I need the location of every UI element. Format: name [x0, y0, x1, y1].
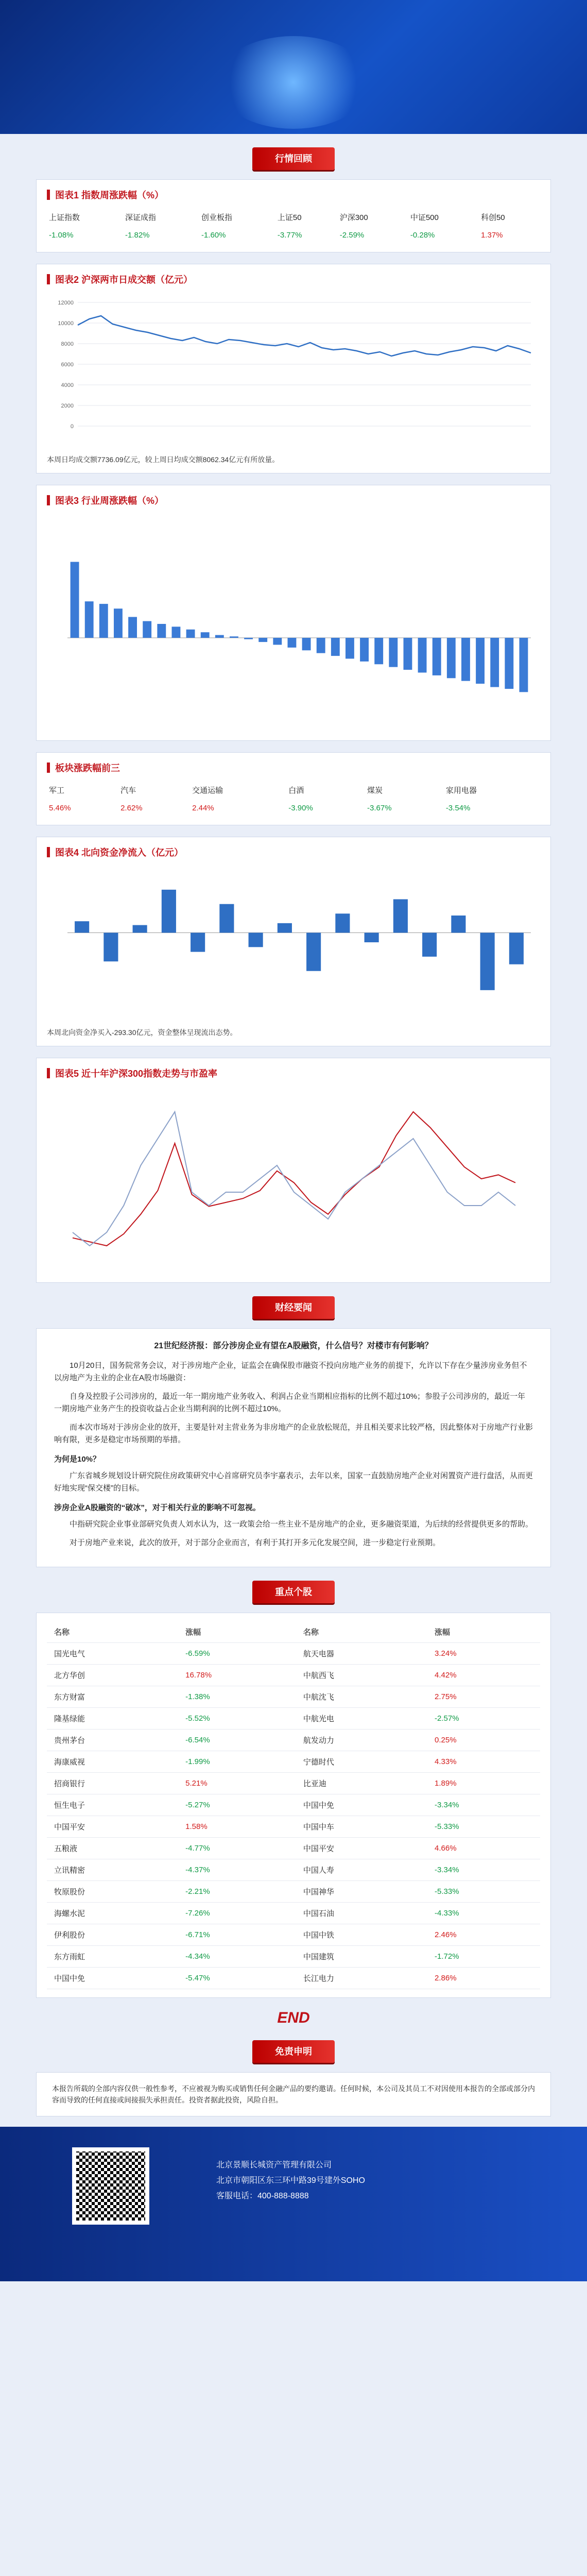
- stock-change: 4.33%: [427, 1751, 540, 1773]
- stock-change: -2.57%: [427, 1708, 540, 1730]
- y-tick-label: 0: [70, 423, 74, 430]
- industry-bar: [172, 626, 181, 638]
- index-name: 深证成指: [125, 213, 156, 222]
- fig3-card: [36, 485, 551, 741]
- stock-name: 隆基绿能: [47, 1708, 178, 1730]
- turnover-line: [78, 316, 531, 356]
- sector-name: 汽车: [120, 786, 136, 795]
- article-paragraph: 广东省城乡规划设计研究院住房政策研究中心首席研究员李宇嘉表示，去年以来，国家一直鼓励房地产企业对闲置资产进行盘活，从而更好地实现“保交楼”的目标。: [54, 1471, 533, 1493]
- table-row: [47, 1968, 540, 1989]
- stock-change: -1.99%: [178, 1751, 296, 1773]
- stock-change: -4.34%: [178, 1946, 296, 1968]
- article-paragraph: 10月20日，国务院常务会议，对于涉房地产企业，证监会在确保股市融资不投向房地产业务的前提下，允许以下存在少量涉房业务但不以房地产为主业的企业在A股市场融资：: [54, 1361, 527, 1382]
- hot-stocks-card: [36, 1613, 551, 1998]
- index-name: 科创50: [480, 213, 505, 222]
- index-name: 上证50: [277, 213, 302, 222]
- stock-change: 0.25%: [427, 1730, 540, 1751]
- qr-code-icon: [72, 2147, 149, 2225]
- index-name: 上证指数: [49, 213, 80, 222]
- industry-bar: [99, 604, 108, 638]
- sector-value: -3.67%: [367, 804, 392, 812]
- stock-change: 2.46%: [427, 1924, 540, 1946]
- index-value: -3.77%: [277, 231, 302, 240]
- stock-change: -3.34%: [427, 1859, 540, 1881]
- industry-bar: [346, 638, 354, 659]
- northbound-bar: [335, 913, 350, 933]
- industry-bar: [143, 621, 151, 638]
- stock-name: 招商银行: [47, 1773, 178, 1794]
- fig4-note: 本周北向资金净买入-293.30亿元，资金整体呈现流出态势。: [47, 1028, 237, 1037]
- hero-bars: [62, 52, 525, 134]
- stock-name: 长江电力: [296, 1968, 427, 1989]
- table-row: [47, 1665, 540, 1686]
- industry-bar: [447, 638, 456, 678]
- stock-change: 5.21%: [178, 1773, 296, 1794]
- company-phone: 客服电话：400-888-8888: [216, 2192, 309, 2200]
- stock-name: 中航光电: [296, 1708, 427, 1730]
- stock-name: 中国平安: [296, 1838, 427, 1859]
- stock-change: 4.42%: [427, 1665, 540, 1686]
- stock-name: 恒生电子: [47, 1794, 178, 1816]
- fig2-card: [36, 264, 551, 473]
- stock-name: 中航沈飞: [296, 1686, 427, 1708]
- stock-name: 中国石油: [296, 1903, 427, 1924]
- table-row: [47, 1816, 540, 1838]
- index-value: 1.37%: [480, 231, 503, 240]
- hot-stocks-table: [47, 1621, 540, 1989]
- end-mark: END: [277, 2009, 310, 2026]
- industry-chart: [47, 513, 541, 730]
- article-subhead: 涉房企业A股融资的“破冰”，对于相关行业的影响不可忽视。: [54, 1503, 261, 1512]
- hero-banner: [0, 0, 587, 134]
- fig3-title: 图表3 行业周涨跌幅（%）: [47, 494, 540, 507]
- csi300-series-line: [73, 1112, 515, 1246]
- csi300-series-line: [73, 1112, 515, 1246]
- industry-bar: [273, 638, 282, 645]
- sector-value: 5.46%: [49, 804, 71, 812]
- industry-bar: [317, 638, 325, 653]
- index-value: -1.60%: [201, 231, 226, 240]
- table-row: [47, 1730, 540, 1751]
- news-article: [36, 1328, 551, 1567]
- sector-name: 白酒: [288, 786, 304, 795]
- stock-change: -2.21%: [178, 1881, 296, 1903]
- col-header: 涨幅: [178, 1621, 296, 1643]
- industry-bar: [157, 624, 166, 638]
- industry-bar: [331, 638, 340, 656]
- table-row: [47, 1946, 540, 1968]
- industry-bar: [71, 562, 79, 638]
- y-tick-label: 6000: [61, 362, 74, 368]
- stock-change: -5.27%: [178, 1794, 296, 1816]
- northbound-bar: [278, 923, 292, 933]
- index-value: -1.82%: [125, 231, 150, 240]
- stock-change: 2.75%: [427, 1686, 540, 1708]
- stock-change: -6.59%: [178, 1643, 296, 1665]
- industry-bar: [85, 601, 94, 638]
- footer: [0, 2127, 587, 2281]
- sector-table: [47, 781, 540, 817]
- northbound-bar: [162, 890, 176, 933]
- stock-change: 2.86%: [427, 1968, 540, 1989]
- index-name: 沪深300: [339, 213, 368, 222]
- northbound-chart: [47, 865, 541, 1020]
- stock-name: 北方华创: [47, 1665, 178, 1686]
- section-news: 财经要闻: [252, 1296, 335, 1319]
- stock-change: -1.38%: [178, 1686, 296, 1708]
- fig2-note: 本周日均成交额7736.09亿元，较上周日均成交额8062.34亿元有所放量。: [47, 455, 280, 464]
- stock-change: 1.89%: [427, 1773, 540, 1794]
- northbound-bar: [422, 933, 437, 956]
- stock-name: 中国中免: [47, 1968, 178, 1989]
- northbound-bar: [219, 904, 234, 933]
- index-name: 创业板指: [201, 213, 232, 222]
- northbound-bar: [191, 933, 205, 952]
- fig1-title: 图表1 指数周涨跌幅（%）: [47, 188, 540, 201]
- industry-bar: [288, 638, 297, 648]
- table-row: [47, 1794, 540, 1816]
- table-row: [47, 1773, 540, 1794]
- y-tick-label: 10000: [58, 320, 74, 327]
- stock-name: 贵州茅台: [47, 1730, 178, 1751]
- sector-name: 家用电器: [445, 786, 477, 795]
- fig4-title: 图表4 北向资金净流入（亿元）: [47, 845, 540, 859]
- table-row: [47, 1643, 540, 1665]
- stock-name: 海螺水泥: [47, 1903, 178, 1924]
- table-row: [47, 1708, 540, 1730]
- stock-name: 国光电气: [47, 1643, 178, 1665]
- industry-bar: [360, 638, 369, 662]
- table-row: [47, 1751, 540, 1773]
- sector-value: -3.90%: [288, 804, 313, 812]
- y-tick-label: 12000: [58, 300, 74, 306]
- northbound-bar: [365, 933, 379, 942]
- table-row: [47, 1903, 540, 1924]
- article-headline: 21世纪经济报：部分涉房企业有望在A股融资，什么信号？对楼市有何影响？: [154, 1342, 433, 1350]
- northbound-bar: [306, 933, 321, 971]
- northbound-bar: [451, 916, 465, 933]
- stock-name: 中国中铁: [296, 1924, 427, 1946]
- fig5-card: [36, 1058, 551, 1283]
- company-address: 北京市朝阳区东三环中路39号建外SOHO: [216, 2176, 365, 2185]
- industry-bar: [490, 638, 499, 687]
- company-name: 北京景顺长城资产管理有限公司: [216, 2161, 332, 2170]
- article-paragraph: 自身及控股子公司涉房的，最近一年一期房地产业务收入、利润占企业当期相应指标的比例不超过10%；参股子公司涉房的，最近一年一期房地产业务产生的投资收益占企业当期利润的比例不超过10%。: [54, 1392, 526, 1413]
- northbound-bar: [393, 899, 408, 933]
- stock-change: -6.54%: [178, 1730, 296, 1751]
- industry-bar: [374, 638, 383, 664]
- table-row: [47, 1881, 540, 1903]
- stock-name: 航天电器: [296, 1643, 427, 1665]
- sector-value: -3.54%: [445, 804, 471, 812]
- stock-name: 中国平安: [47, 1816, 178, 1838]
- article-subhead: 为何是10%？: [54, 1455, 101, 1464]
- article-paragraph: 而本次市场对于涉房企业的放开，主要是针对主营业务为非房地产的企业放松规范，并且相关要求比较严格，因此整体对于房地产行业影响有限，更多是稳定市场预期的举措。: [54, 1423, 533, 1444]
- sector-name: 军工: [49, 786, 65, 795]
- table-row: [47, 1859, 540, 1881]
- article-paragraph: 中指研究院企业事业部研究负责人刘水认为，这一政策会给一些主业不是房地产的企业，更多融资渠道，为后续的经营提供更多的帮助。: [70, 1520, 533, 1529]
- y-tick-label: 2000: [61, 403, 74, 409]
- table-row: [47, 1686, 540, 1708]
- industry-bar: [128, 617, 137, 638]
- index-value: -0.28%: [410, 231, 435, 240]
- industry-bar: [476, 638, 485, 684]
- stock-name: 五粮液: [47, 1838, 178, 1859]
- stock-name: 中国建筑: [296, 1946, 427, 1968]
- fig3b-card: [36, 752, 551, 825]
- industry-bar: [505, 638, 513, 689]
- industry-bar: [389, 638, 398, 667]
- stock-change: 1.58%: [178, 1816, 296, 1838]
- industry-bar: [215, 635, 224, 638]
- y-tick-label: 8000: [61, 341, 74, 347]
- northbound-bar: [480, 933, 495, 990]
- stock-name: 比亚迪: [296, 1773, 427, 1794]
- industry-bar: [230, 636, 238, 638]
- fig1-card: [36, 179, 551, 252]
- industry-bar: [404, 638, 412, 670]
- stock-change: 3.24%: [427, 1643, 540, 1665]
- fig5-title: 图表5 近十年沪深300指数走势与市盈率: [47, 1066, 540, 1080]
- table-row: [47, 1838, 540, 1859]
- stock-change: -7.26%: [178, 1903, 296, 1924]
- col-header: 涨幅: [427, 1621, 540, 1643]
- stock-change: -5.47%: [178, 1968, 296, 1989]
- footer-info: [216, 2158, 365, 2204]
- stock-change: -5.52%: [178, 1708, 296, 1730]
- stock-change: -4.77%: [178, 1838, 296, 1859]
- northbound-bar: [133, 925, 147, 933]
- y-tick-label: 4000: [61, 382, 74, 388]
- fig2-title: 图表2 沪深两市日成交额（亿元）: [47, 273, 540, 286]
- article-paragraph: 对于房地产业来说，此次的放开，对于部分企业而言，有利于其打开多元化发展空间，进一步稳定行业预期。: [70, 1538, 441, 1547]
- northbound-bar: [75, 921, 89, 933]
- stock-change: -4.37%: [178, 1859, 296, 1881]
- section-hot: 重点个股: [252, 1581, 335, 1603]
- csi300-chart: [47, 1086, 541, 1272]
- stock-name: 中国人寿: [296, 1859, 427, 1881]
- industry-bar: [258, 638, 267, 642]
- sector-value: 2.44%: [192, 804, 214, 812]
- section-market: 行情回顾: [252, 147, 335, 170]
- sector-name: 交通运输: [192, 786, 223, 795]
- stock-name: 东方雨虹: [47, 1946, 178, 1968]
- stock-name: 牧原股份: [47, 1881, 178, 1903]
- northbound-bar: [103, 933, 118, 961]
- stock-change: 16.78%: [178, 1665, 296, 1686]
- stock-change: -3.34%: [427, 1794, 540, 1816]
- industry-bar: [244, 638, 253, 639]
- stock-change: -5.33%: [427, 1816, 540, 1838]
- stock-change: 4.66%: [427, 1838, 540, 1859]
- stock-change: -5.33%: [427, 1881, 540, 1903]
- stock-change: -1.72%: [427, 1946, 540, 1968]
- sector-name: 煤炭: [367, 786, 383, 795]
- table-row: [47, 1924, 540, 1946]
- section-disclaimer: 免责申明: [252, 2040, 335, 2063]
- northbound-bar: [249, 933, 263, 947]
- industry-bar: [433, 638, 441, 675]
- industry-bar: [461, 638, 470, 681]
- industry-bar: [302, 638, 311, 650]
- stock-name: 伊利股份: [47, 1924, 178, 1946]
- industry-bar: [201, 632, 210, 638]
- industry-bar: [114, 608, 123, 638]
- stock-name: 中国中车: [296, 1816, 427, 1838]
- stock-name: 中国神华: [296, 1881, 427, 1903]
- index-value: -1.08%: [49, 231, 74, 240]
- stock-change: -6.71%: [178, 1924, 296, 1946]
- fig4-card: [36, 837, 551, 1046]
- disclaimer-box: 本报告所载的全部内容仅供一般性参考，不应被视为购买或销售任何金融产品的要约邀请。任何时候，本公司及其员工不对因使用本报告的全部或部分内容而导致的任何直接或间接损失承担责任。投资者据此投资，风险自担。: [36, 2072, 551, 2116]
- stock-name: 中国中免: [296, 1794, 427, 1816]
- industry-bar: [186, 630, 195, 638]
- sector-value: 2.62%: [120, 804, 143, 812]
- col-header: 名称: [47, 1621, 178, 1643]
- stock-name: 中航西飞: [296, 1665, 427, 1686]
- turnover-chart: [47, 292, 541, 447]
- index-table: [47, 208, 540, 244]
- index-name: 中证500: [410, 213, 439, 222]
- industry-bar: [520, 638, 528, 692]
- stock-name: 东方财富: [47, 1686, 178, 1708]
- stock-name: 航发动力: [296, 1730, 427, 1751]
- stock-change: -4.33%: [427, 1903, 540, 1924]
- northbound-bar: [509, 933, 524, 964]
- stock-name: 宁德时代: [296, 1751, 427, 1773]
- col-header: 名称: [296, 1621, 427, 1643]
- stock-name: 立讯精密: [47, 1859, 178, 1881]
- stock-name: 海康威视: [47, 1751, 178, 1773]
- index-value: -2.59%: [339, 231, 365, 240]
- industry-bar: [418, 638, 427, 673]
- fig3b-title: 板块涨跌幅前三: [47, 761, 540, 774]
